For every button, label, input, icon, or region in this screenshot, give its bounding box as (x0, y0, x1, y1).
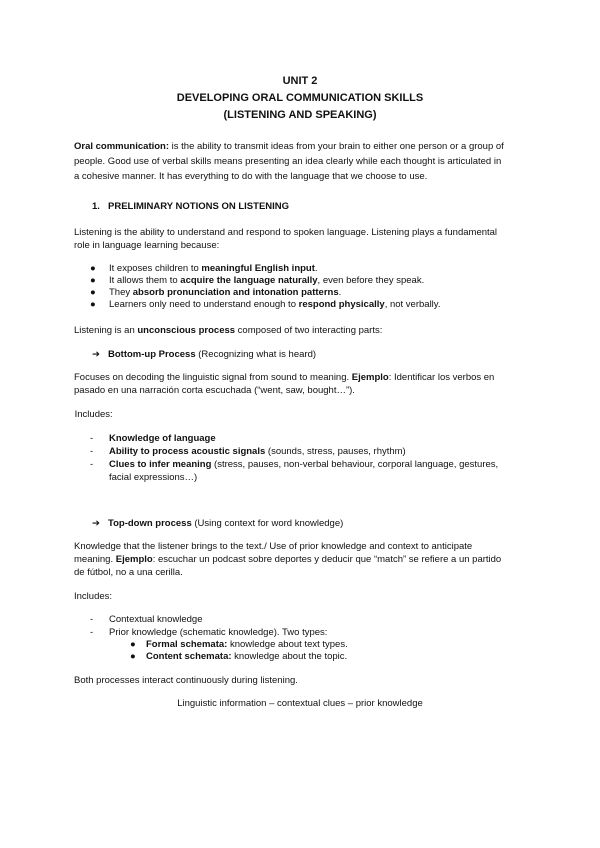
listening-definition-line-2: role in language learning because: (74, 240, 220, 251)
bullet-icon: ● (90, 287, 96, 298)
top-down-line-3: de fútbol, no a una cerilla. (74, 567, 183, 578)
bottom-up-includes-label: Includes: (72, 409, 113, 420)
top-down-heading: Top-down process (Using context for word knowledge) (108, 518, 344, 529)
knowledge-formula: Linguistic information – contextual clues – prior knowledge (177, 698, 423, 709)
dash-icon: - (90, 459, 94, 470)
arrow-icon: ➔ (92, 349, 100, 360)
document-title: DEVELOPING ORAL COMMUNICATION SKILLS (176, 92, 424, 104)
section-number: 1. (92, 201, 100, 212)
intro-line-2: people. Good use of verbal skills means presenting an idea clearly while each thought is articulated in (74, 156, 502, 167)
bullet-icon: ● (90, 299, 96, 310)
top-down-line-1: Knowledge that the listener brings to the text./ Use of prior knowledge and context to anticipate (74, 541, 473, 552)
top-down-line-2: meaning. Ejemplo: escuchar un podcast sobre deportes y deducir que “match” se refiere a un partido (74, 554, 502, 565)
unit-heading: UNIT 2 (282, 75, 318, 87)
bottom-up-heading: Bottom-up Process (Recognizing what is heard) (108, 349, 317, 360)
bullet-icon: ● (90, 263, 96, 274)
listening-definition-line-1: Listening is the ability to understand and respond to spoken language. Listening plays a fundamental (74, 227, 498, 238)
document-subtitle: (LISTENING AND SPEAKING) (223, 109, 377, 121)
bottom-up-list-item-continuation: facial expressions…) (109, 472, 198, 483)
bullet-icon: ● (130, 651, 136, 662)
intro-term: Oral communication: (74, 141, 170, 152)
closing-line: Both processes interact continuously during listening. (74, 675, 298, 686)
dash-icon: - (90, 446, 94, 457)
dash-icon: - (90, 433, 94, 444)
bottom-up-line-2: pasado en una narración corta escuchada (“went, saw, bought…”). (74, 385, 355, 396)
intro-line-1: Oral communication: is the ability to transmit ideas from your brain to either one person or a group of (74, 141, 504, 152)
bullet-icon: ● (130, 639, 136, 650)
bottom-up-line-1: Focuses on decoding the linguistic signal from sound to meaning. Ejemplo: Identificar los verbos en (74, 372, 495, 383)
arrow-icon: ➔ (92, 518, 100, 529)
unconscious-process-line: Listening is an unconscious process composed of two interacting parts: (74, 325, 383, 336)
dash-icon: - (90, 627, 94, 638)
dash-icon: - (90, 614, 94, 625)
top-down-includes-label: Includes: (74, 591, 113, 602)
bullet-icon: ● (90, 275, 96, 286)
intro-line-3: a cohesive manner. It has everything to do with the language that we choose to use. (74, 171, 428, 182)
section-heading: PRELIMINARY NOTIONS ON LISTENING (108, 201, 290, 212)
